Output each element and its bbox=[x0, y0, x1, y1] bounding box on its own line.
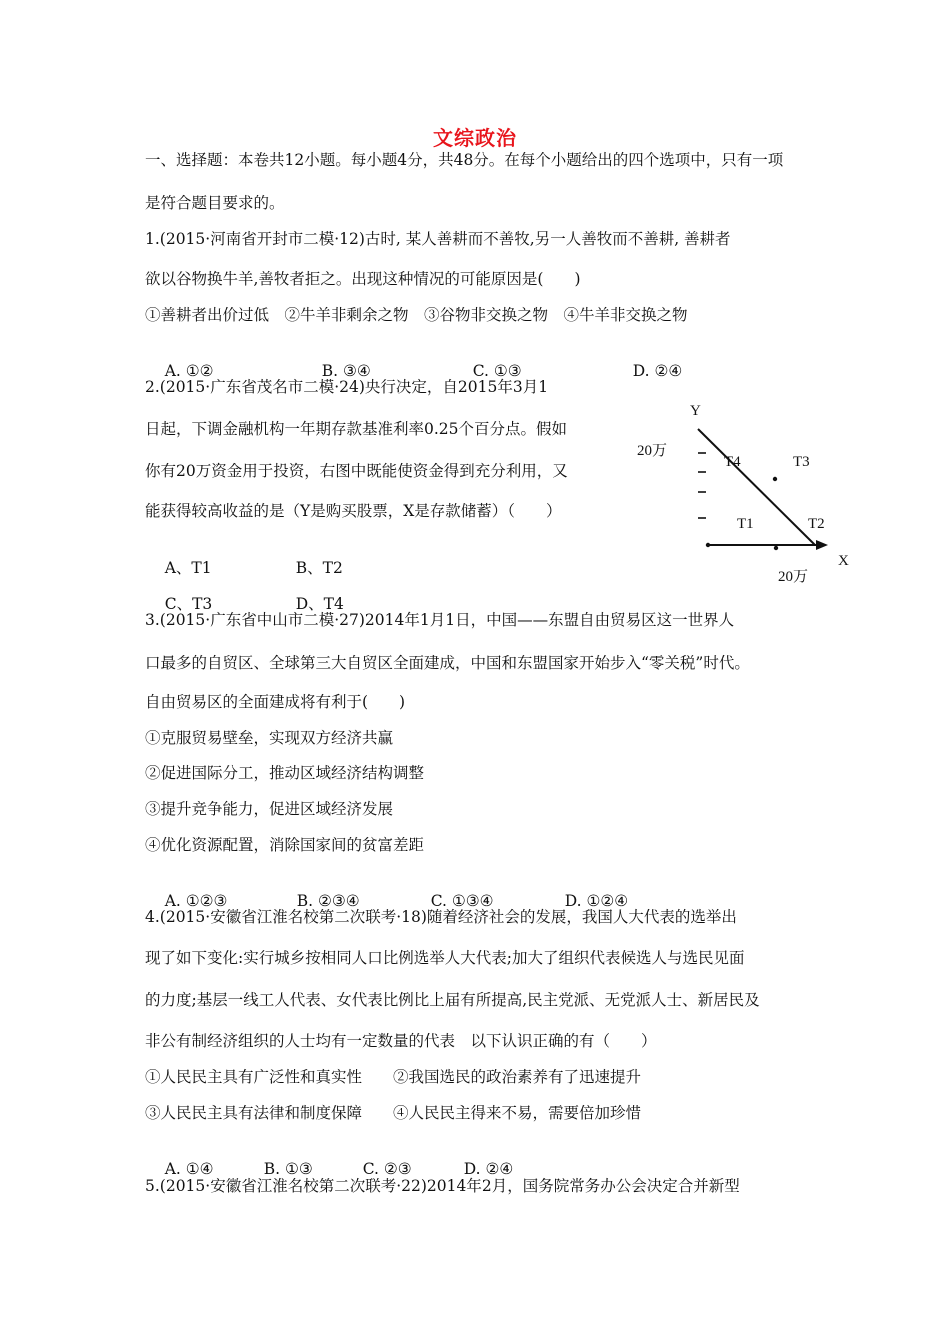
q2-stem-line3: 你有20万资金用于投资，右图中既能使资金得到充分利用，又 bbox=[145, 462, 568, 480]
q4-stem-line4: 非公有制经济组织的人士均有一定数量的代表 以下认识正确的有（ ） bbox=[145, 1032, 657, 1050]
q3-item-2: ②促进国际分工，推动区域经济结构调整 bbox=[145, 764, 425, 782]
diagram-y-axis-label: Y bbox=[690, 403, 701, 419]
q4-option-a: A. ①④ bbox=[164, 1160, 214, 1178]
q3-stem-line1: 3.(2015·广东省中山市二模·27)2014年1月1日，中国——东盟自由贸易区这一世界人 bbox=[145, 611, 735, 629]
q1-stem-line1: 1.(2015·河南省开封市二模·12)古时, 某人善耕而不善牧,另一人善牧而不善耕, 善耕者 bbox=[145, 230, 731, 248]
q2-option-c: C、T3 bbox=[164, 595, 213, 613]
q1-option-b: B. ③④ bbox=[321, 362, 371, 380]
q4-option-b: B. ①③ bbox=[263, 1160, 313, 1178]
q4-items-row1: ①人民民主具有广泛性和真实性 ②我国选民的政治素养有了迅速提升 bbox=[145, 1068, 642, 1086]
q4-stem-line2: 现了如下变化:实行城乡按相同人口比例选举人大代表;加大了组织代表候选人与选民见面 bbox=[145, 949, 745, 967]
q2-option-b: B、T2 bbox=[295, 559, 343, 577]
q2-option-d: D、T4 bbox=[295, 595, 344, 613]
diagram-origin-dot bbox=[706, 543, 710, 547]
q3-item-1: ①克服贸易壁垒，实现双方经济共赢 bbox=[145, 729, 394, 747]
diagram-y-value-label: 20万 bbox=[637, 443, 668, 459]
q3-option-d: D. ①②④ bbox=[564, 892, 629, 910]
q2-stem-line1: 2.(2015·广东省茂名市二模·24)央行决定，自2015年3月1 bbox=[145, 378, 549, 396]
q2-stem-line2: 日起，下调金融机构一年期存款基准利率0.25个百分点。假如 bbox=[145, 420, 568, 438]
q4-option-d: D. ②④ bbox=[463, 1160, 514, 1178]
investment-diagram bbox=[620, 395, 860, 595]
q1-stem-line2: 欲以谷物换牛羊,善牧者拒之。出现这种情况的可能原因是( ) bbox=[145, 270, 581, 288]
diagram-x-axis-arrow bbox=[816, 540, 828, 550]
q4-option-c: C. ②③ bbox=[362, 1160, 412, 1178]
q3-option-c: C. ①③④ bbox=[430, 892, 494, 910]
q2-stem-line4: 能获得较高收益的是（Y是购买股票，X是存款储蓄）（ ） bbox=[145, 502, 562, 520]
section-instruction-line2: 是符合题目要求的。 bbox=[145, 194, 285, 212]
q1-option-c: C. ①③ bbox=[472, 362, 522, 380]
q3-option-b: B. ②③④ bbox=[296, 892, 360, 910]
q3-item-4: ④优化资源配置，消除国家间的贫富差距 bbox=[145, 836, 425, 854]
q3-stem-line2: 口最多的自贸区、全球第三大自贸区全面建成，中国和东盟国家开始步入“零关税”时代。 bbox=[145, 654, 750, 672]
q4-stem-line3: 的力度;基层一线工人代表、女代表比例比上届有所提高,民主党派、无党派人士、新居民及 bbox=[145, 991, 760, 1009]
q5-stem-line1: 5.(2015·安徽省江淮名校第二次联考·22)2014年2月，国务院常务办公会决定合并新型 bbox=[145, 1177, 740, 1195]
diagram-point-t3-dot bbox=[773, 477, 777, 481]
q1-items: ①善耕者出价过低 ②牛羊非剩余之物 ③谷物非交换之物 ④牛羊非交换之物 bbox=[145, 306, 688, 324]
q1-option-a: A. ①② bbox=[164, 362, 214, 380]
diagram-x-value-label: 20万 bbox=[778, 569, 809, 585]
diagram-x-axis-label: X bbox=[838, 553, 849, 569]
q4-stem-line1: 4.(2015·安徽省江淮名校第二次联考·18)随着经济社会的发展，我国人大代表的选举出 bbox=[145, 908, 737, 926]
q3-option-a: A. ①②③ bbox=[164, 892, 228, 910]
diagram-point-t3-label: T3 bbox=[793, 454, 810, 470]
diagram-point-t4-label: T4 bbox=[724, 454, 741, 470]
section-instruction-line1: 一、选择题：本卷共12小题。每小题4分，共48分。在每个小题给出的四个选项中，只有一项 bbox=[145, 151, 784, 169]
q3-stem-line3: 自由贸易区的全面建成将有利于( ) bbox=[145, 693, 406, 711]
q1-option-d: D. ②④ bbox=[632, 362, 683, 380]
q3-item-3: ③提升竞争能力，促进区域经济发展 bbox=[145, 800, 394, 818]
diagram-point-t1-dot bbox=[774, 546, 778, 550]
diagram-point-t1-label: T1 bbox=[737, 516, 754, 532]
diagram-budget-line bbox=[698, 429, 815, 545]
page-title: 文综政治 bbox=[433, 126, 517, 150]
diagram-point-t2-label: T2 bbox=[808, 516, 825, 532]
q2-option-a: A、T1 bbox=[164, 559, 212, 577]
q4-items-row2: ③人民民主具有法律和制度保障 ④人民民主得来不易，需要倍加珍惜 bbox=[145, 1104, 642, 1122]
